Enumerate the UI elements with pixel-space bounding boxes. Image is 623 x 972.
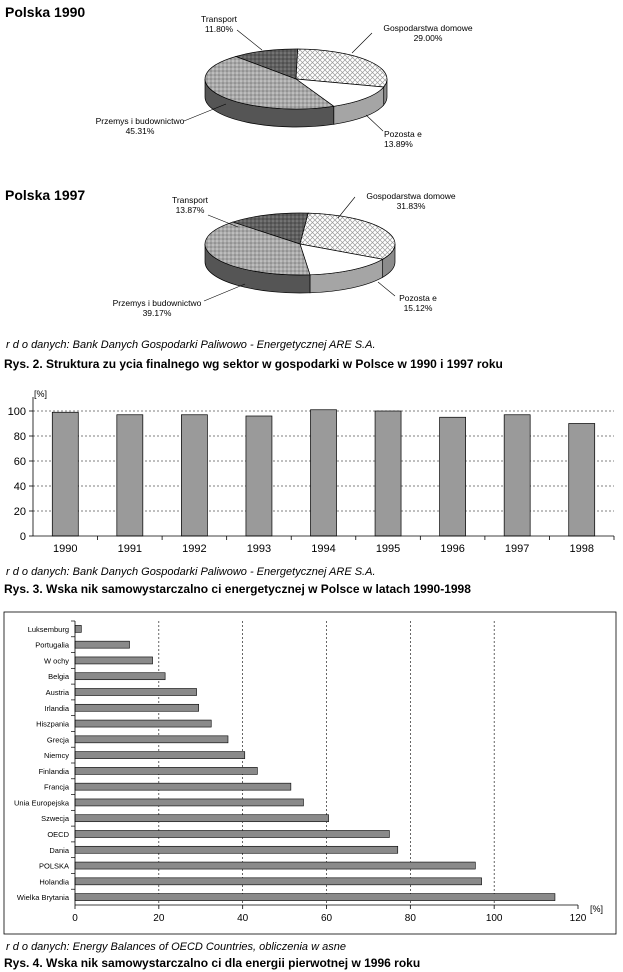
bar <box>311 410 337 536</box>
x-tick-label: 60 <box>320 913 333 924</box>
hbar <box>75 894 555 901</box>
pie-leader-line <box>208 215 238 227</box>
figure-caption-3: Rys. 3. Wska nik samowystarczalno ci energetycznej w Polsce w latach 1990-1998 <box>4 582 471 596</box>
hbar <box>75 846 398 853</box>
x-tick-label: 1991 <box>117 543 143 555</box>
pie-slice-label: Przemys i budownictwo <box>95 116 185 126</box>
hbar <box>75 862 475 869</box>
pie-leader-line <box>204 284 245 301</box>
pie-slice-value-label: 13.89% <box>384 139 413 149</box>
figure-caption-4: Rys. 4. Wska nik samowystarczalno ci dla energii pierwotnej w 1996 roku <box>4 956 421 970</box>
y-tick-label: Luksemburg <box>27 624 69 634</box>
y-tick-label: Belgia <box>48 672 69 682</box>
x-tick-label: 40 <box>237 913 249 924</box>
y-tick-label: 60 <box>13 456 26 468</box>
pie-title-1997: Polska 1997 <box>5 187 86 203</box>
y-tick-label: Finlandia <box>38 766 69 776</box>
y-tick-label: Irlandia <box>44 703 69 713</box>
pie-leader-line <box>366 115 383 131</box>
hbar <box>75 767 257 774</box>
y-tick-label: Grecja <box>46 735 69 745</box>
x-tick-label: 1997 <box>504 543 530 555</box>
pie-slice-value-label: 39.17% <box>142 308 172 318</box>
x-axis-unit-label: [%] <box>590 904 604 914</box>
source-note-3: r d o danych: Energy Balances of OECD Countries, obliczenia w asne <box>6 941 346 953</box>
pie-slice-value-label: 31.83% <box>396 201 426 211</box>
x-tick-label: 1992 <box>182 543 207 555</box>
y-tick-label: Holandia <box>39 877 69 887</box>
x-tick-label: 100 <box>485 913 503 924</box>
pie-slice-label: Pozosta e <box>384 129 422 139</box>
x-tick-label: 20 <box>153 913 165 924</box>
y-tick-label: Portugalia <box>35 640 69 650</box>
x-tick-label: 1990 <box>53 543 78 555</box>
x-tick-label: 80 <box>404 913 416 924</box>
hbar <box>75 657 153 664</box>
pie-leader-line <box>338 197 355 218</box>
x-tick-label: 1998 <box>569 543 594 555</box>
pie-slice-value-label: 13.87% <box>175 205 205 215</box>
pie-slice-label: Gospodarstwa domowe <box>383 23 473 33</box>
x-tick-label: 1996 <box>440 543 465 555</box>
y-tick-label: 20 <box>13 506 26 518</box>
pie-slice-value-label: 45.31% <box>125 126 155 136</box>
pie-chart-1997 <box>5 187 456 318</box>
hbar <box>75 783 291 790</box>
bar <box>569 424 595 537</box>
bar <box>440 417 466 536</box>
hbar <box>75 673 165 680</box>
x-tick-label: 1994 <box>311 543 336 555</box>
hbar <box>75 799 303 806</box>
y-tick-label: OECD <box>47 830 69 839</box>
y-tick-label: Wielka Brytania <box>16 893 69 903</box>
pie-leader-line <box>352 33 372 53</box>
pie-leader-line <box>237 30 262 50</box>
y-tick-label: 0 <box>19 531 26 543</box>
pie-leader-line <box>378 282 395 296</box>
hbar <box>75 815 329 822</box>
bar <box>52 412 78 536</box>
y-tick-label: 100 <box>7 406 26 418</box>
y-tick-label: Francja <box>43 782 69 792</box>
bar <box>504 415 530 536</box>
y-tick-label: Austria <box>45 688 69 697</box>
pie-slice-label: Transport <box>171 195 209 205</box>
y-tick-label: Niemcy <box>43 751 69 761</box>
y-tick-label: Hiszpania <box>36 719 69 729</box>
y-tick-label: 40 <box>13 481 26 493</box>
hbar <box>75 641 129 648</box>
hbar <box>75 720 211 727</box>
pie-slice-value-label: 11.80% <box>204 24 234 34</box>
source-note-2: r d o danych: Bank Danych Gospodarki Paliwowo - Energetycznej ARE S.A. <box>6 566 376 578</box>
source-note-1: r d o danych: Bank Danych Gospodarki Paliwowo - Energetycznej ARE S.A. <box>6 339 376 351</box>
hbar <box>75 704 199 711</box>
y-tick-label: Unia Europejska <box>13 798 69 808</box>
hbar <box>75 831 389 838</box>
hbar <box>75 625 81 632</box>
y-tick-label: W ochy <box>43 656 69 666</box>
pie-slice-value-label: 15.12% <box>403 303 433 313</box>
y-tick-label: 80 <box>13 431 26 443</box>
hbar <box>75 752 245 759</box>
figure-caption-2: Rys. 2. Struktura zu ycia finalnego wg sektor w gospodarki w Polsce w 1990 i 1997 roku <box>4 357 503 371</box>
x-tick-label: 1993 <box>246 543 272 555</box>
x-tick-label: 0 <box>72 913 78 924</box>
pie-chart-1990 <box>5 4 473 149</box>
hbar-chart-primary-energy <box>4 612 616 934</box>
pie-slice-label: Pozosta e <box>399 293 437 303</box>
y-tick-label: Szwecja <box>41 814 69 824</box>
y-axis-unit-label: [%] <box>34 389 48 399</box>
hbar <box>75 689 197 696</box>
bar <box>117 415 143 536</box>
pie-slice-label: Gospodarstwa domowe <box>366 191 456 201</box>
bar <box>246 416 272 536</box>
x-tick-label: 1995 <box>375 543 401 555</box>
bar <box>375 411 401 536</box>
pie-title-1990: Polska 1990 <box>5 4 86 20</box>
bar-chart-self-sufficiency <box>8 389 614 555</box>
pie-slice-label: Transport <box>200 14 238 24</box>
pie-slice-label: Przemys i budownictwo <box>112 298 202 308</box>
bar <box>181 415 207 536</box>
hbar <box>75 736 228 743</box>
y-tick-label: Dania <box>49 845 69 855</box>
pie-slice-value-label: 29.00% <box>413 33 443 43</box>
x-tick-label: 120 <box>569 913 587 924</box>
hbar <box>75 878 482 885</box>
y-tick-label: POLSKA <box>38 861 69 871</box>
